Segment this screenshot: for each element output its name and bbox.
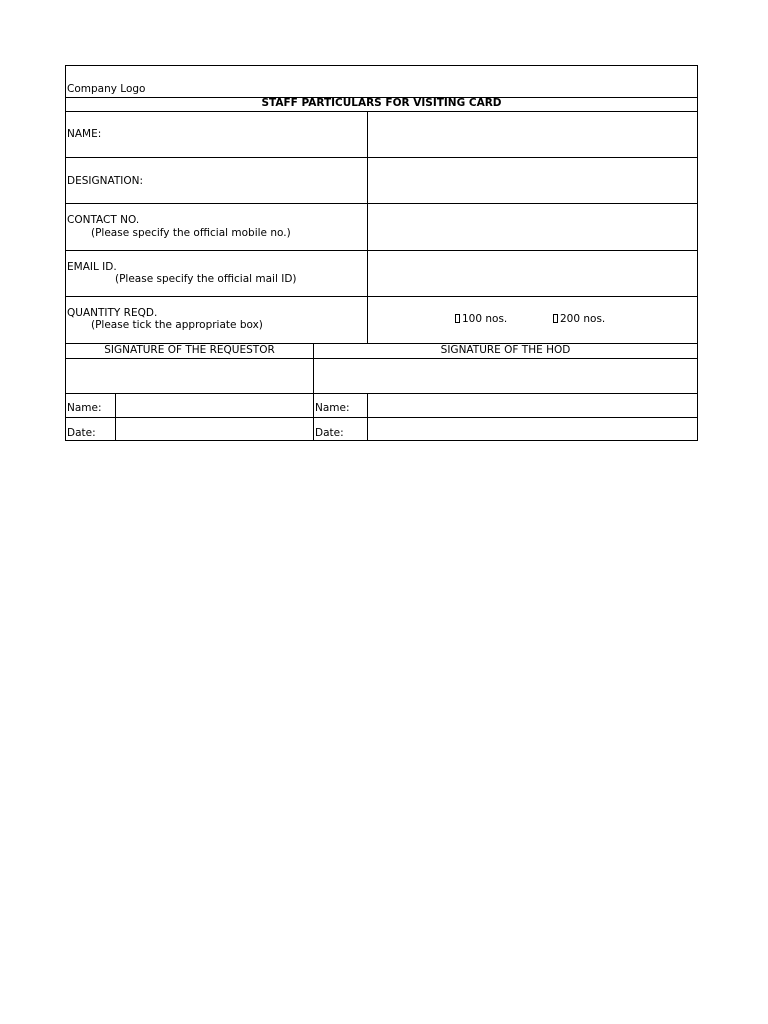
hod-date-input[interactable] bbox=[368, 418, 697, 440]
checkbox-icon[interactable] bbox=[553, 314, 558, 323]
form-title: STAFF PARTICULARS FOR VISITING CARD bbox=[261, 97, 502, 109]
divider bbox=[66, 296, 697, 297]
quantity-hint: (Please tick the appropriate box) bbox=[91, 319, 263, 331]
requestor-name-input[interactable] bbox=[116, 394, 313, 417]
requestor-date-input[interactable] bbox=[116, 418, 313, 440]
contact-hint: (Please specify the official mobile no.) bbox=[91, 227, 291, 239]
visiting-card-form bbox=[65, 65, 698, 441]
contact-input-cell[interactable] bbox=[368, 204, 697, 250]
hod-date-label: Date: bbox=[315, 427, 344, 439]
qty-option-100-label: 100 nos. bbox=[462, 313, 508, 325]
requestor-date-label: Date: bbox=[67, 427, 96, 439]
hod-name-label: Name: bbox=[315, 402, 350, 414]
contact-label: CONTACT NO. bbox=[67, 214, 140, 226]
checkbox-icon[interactable] bbox=[455, 314, 460, 323]
name-input-cell[interactable] bbox=[368, 112, 697, 157]
designation-input-cell[interactable] bbox=[368, 158, 697, 203]
qty-option-200[interactable] bbox=[553, 313, 605, 325]
email-hint: (Please specify the official mail ID) bbox=[115, 273, 297, 285]
email-label: EMAIL ID. bbox=[67, 261, 117, 273]
qty-option-200-label: 200 nos. bbox=[560, 313, 606, 325]
sig-requestor-heading: SIGNATURE OF THE REQUESTOR bbox=[104, 344, 275, 356]
quantity-label: QUANTITY REQD. bbox=[67, 307, 158, 319]
requestor-signature-box[interactable] bbox=[66, 359, 313, 393]
name-label: NAME: bbox=[67, 128, 102, 140]
email-input-cell[interactable] bbox=[368, 251, 697, 296]
qty-option-100[interactable] bbox=[455, 313, 507, 325]
sig-hod-heading: SIGNATURE OF THE HOD bbox=[440, 344, 571, 356]
hod-signature-box[interactable] bbox=[314, 359, 697, 393]
designation-label: DESIGNATION: bbox=[67, 175, 144, 187]
requestor-name-label: Name: bbox=[67, 402, 102, 414]
hod-name-input[interactable] bbox=[368, 394, 697, 417]
company-logo-placeholder: Company Logo bbox=[67, 83, 146, 95]
